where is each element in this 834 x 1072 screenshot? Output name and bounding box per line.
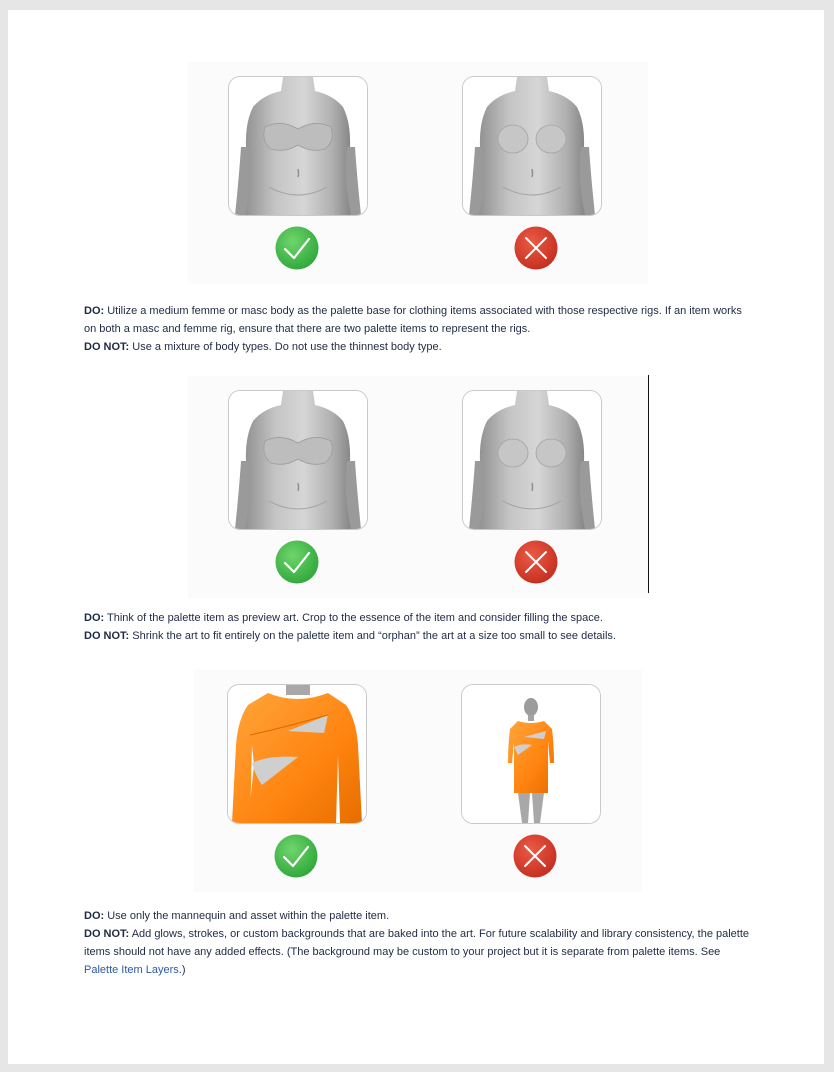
dont-guideline: [84, 627, 752, 645]
bad-example-tile: [462, 390, 602, 530]
dont-guideline: [84, 338, 752, 356]
orange-dress-full-figure-image: [462, 685, 600, 823]
document-page: [8, 10, 824, 1064]
good-example-cropped-dress-tile: [227, 684, 367, 824]
x-mark-icon: [514, 226, 558, 270]
dont-label: DO NOT:: [84, 928, 130, 940]
dont-text: Use a mixture of body types. Do not use the thinnest body type.: [132, 341, 442, 353]
bad-example-thin-body-tile: [462, 76, 602, 216]
do-guideline: [84, 302, 752, 338]
section-2-text: [84, 609, 752, 645]
x-mark-icon: [514, 540, 558, 584]
do-text: Think of the palette item as preview art. Crop to the essence of the item and consider filling the space.: [107, 612, 603, 624]
preview-art-comparison-figure: [188, 376, 648, 598]
dont-guideline: [84, 925, 752, 979]
dont-text: Shrink the art to fit entirely on the palette item and “orphan” the art at a size too small to see details.: [132, 630, 616, 642]
mannequin-torso-nude-image: [463, 77, 601, 215]
checkmark-icon: [275, 226, 319, 270]
dont-tail-text: .): [178, 964, 186, 976]
do-guideline: [84, 609, 752, 627]
good-example-filled-crop-tile: [228, 390, 368, 530]
do-text: Use only the mannequin and asset within the palette item.: [107, 910, 390, 922]
good-example-medium-body-tile: [228, 76, 368, 216]
mannequin-torso-nude-image: [463, 391, 601, 529]
dont-text: Add glows, strokes, or custom backgrounds that are baked into the art. For future scalability and library consistency, the palette items should not have any added effects. (The background may be custom to your project but it is separate from palette items. See: [84, 928, 750, 958]
do-text: Utilize a medium femme or masc body as the palette base for clothing items associated with those respective rigs. If an item works on both a masc and femme rig, ensure that there are two palette items to represent the rigs.: [84, 305, 742, 335]
checkmark-icon: [274, 834, 318, 878]
do-label: DO:: [84, 305, 105, 317]
bad-example-full-figure-tile: [461, 684, 601, 824]
checkmark-icon: [275, 540, 319, 584]
orange-dress-cropped-image: [228, 685, 366, 823]
do-label: DO:: [84, 612, 105, 624]
mannequin-torso-strapless-image: [229, 391, 367, 529]
section-3-text: [84, 907, 752, 979]
do-label: DO:: [84, 910, 105, 922]
vertical-divider: [648, 375, 649, 593]
x-mark-icon: [513, 834, 557, 878]
do-guideline: [84, 907, 752, 925]
section-1-text: [84, 302, 752, 356]
body-type-comparison-figure: [188, 62, 648, 284]
mannequin-torso-strapless-image: [229, 77, 367, 215]
dont-label: DO NOT:: [84, 630, 130, 642]
dont-label: DO NOT:: [84, 341, 130, 353]
mannequin-asset-comparison-figure: [194, 670, 642, 892]
palette-item-layers-link[interactable]: Palette Item Layers: [84, 964, 179, 976]
